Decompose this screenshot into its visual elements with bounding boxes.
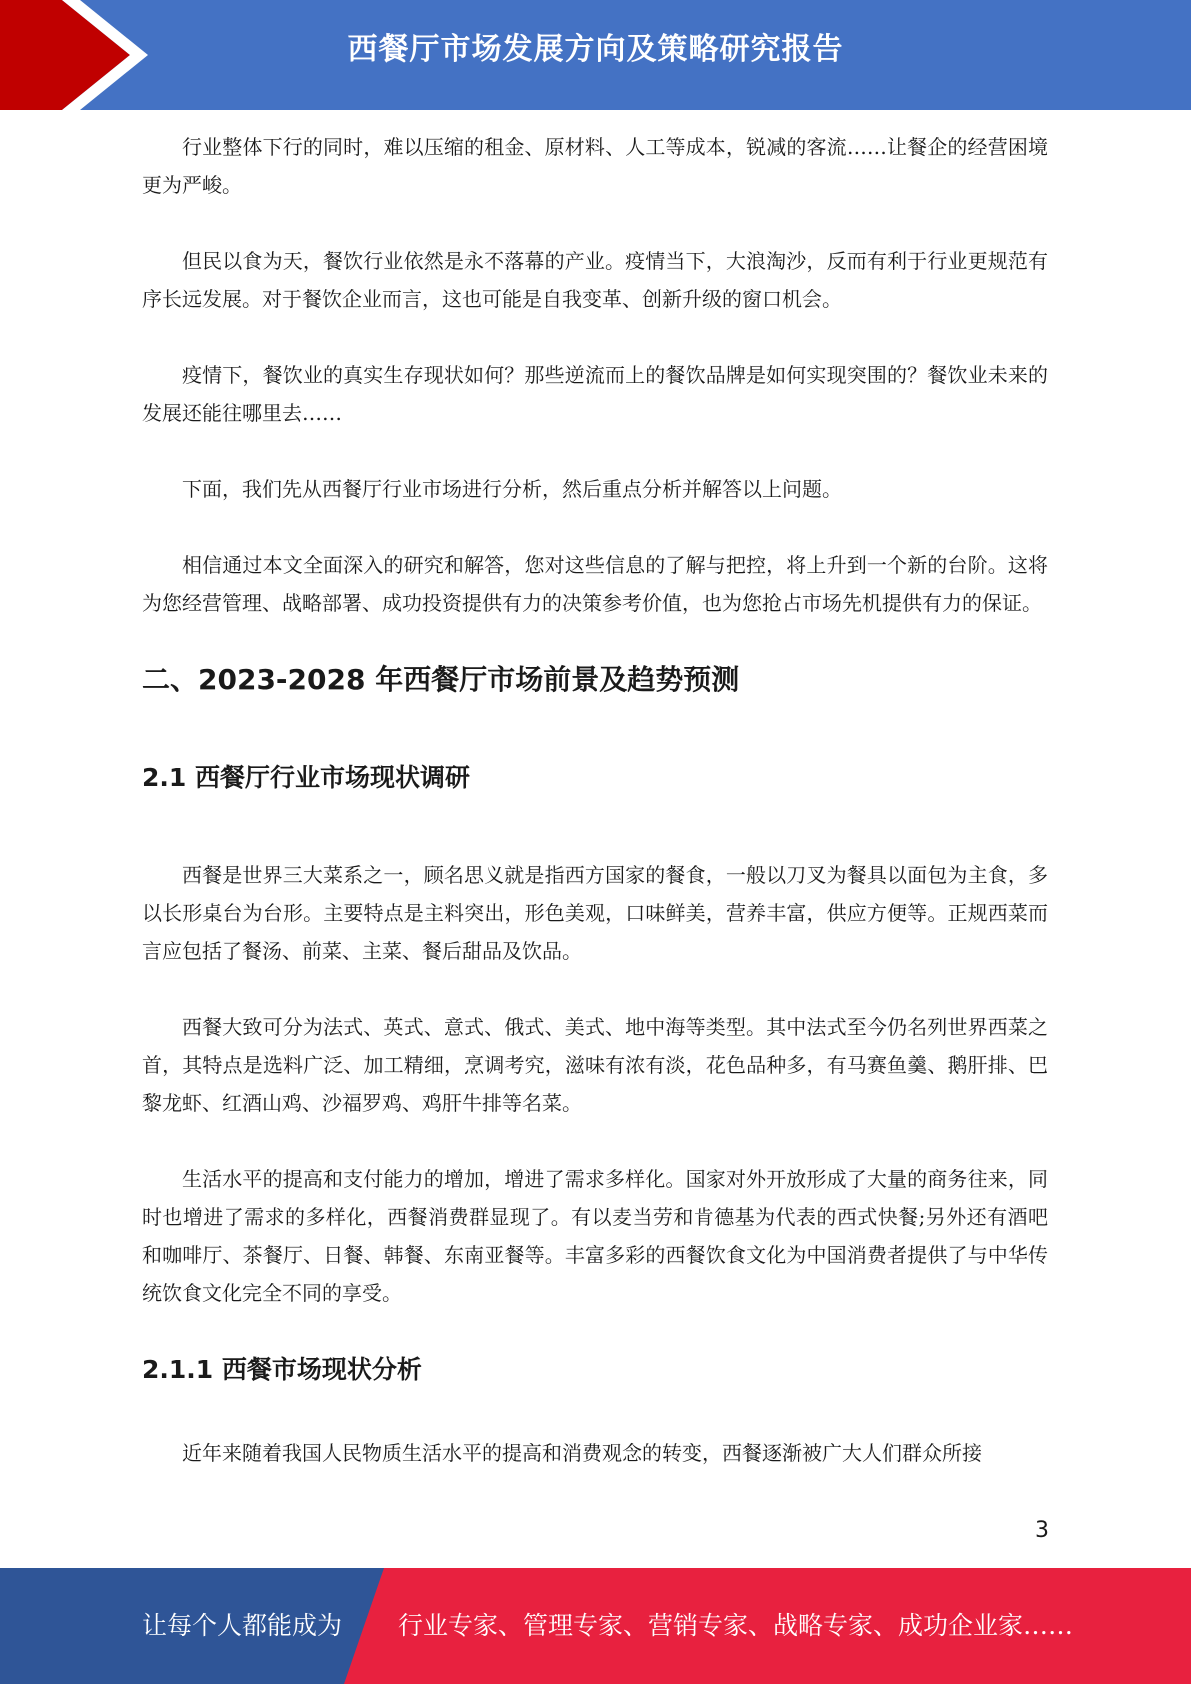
paragraph: 生活水平的提高和支付能力的增加，增进了需求多样化。国家对外开放形成了大量的商务往来，同时也增进了需求的多样化，西餐消费群显现了。有以麦当劳和肯德基为代表的西式快餐;另外还有酒吧和咖啡厅、茶餐厅、日餐、韩餐、东南亚餐等。丰富多彩的西餐饮食文化为中国消费者提供了与中华传统饮食文化完全不同的享受。 bbox=[142, 1167, 1048, 1305]
page-footer bbox=[0, 1568, 1191, 1684]
paragraph: 行业整体下行的同时，难以压缩的租金、原材料、人工等成本，锐减的客流……让餐企的经营困境更为严峻。 bbox=[142, 135, 1048, 197]
paragraph: 西餐是世界三大菜系之一，顾名思义就是指西方国家的餐食，一般以刀叉为餐具以面包为主食，多以长形桌台为台形。主要特点是主料突出，形色美观，口味鲜美，营养丰富，供应方便等。正规西菜而言应包括了餐汤、前菜、主菜、餐后甜品及饮品。 bbox=[142, 863, 1048, 963]
page-header bbox=[0, 0, 1191, 110]
paragraph: 相信通过本文全面深入的研究和解答，您对这些信息的了解与把控，将上升到一个新的台阶。这将为您经营管理、战略部署、成功投资提供有力的决策参考价值，也为您抢占市场先机提供有力的保证。 bbox=[142, 553, 1048, 615]
section-heading: 二、2023-2028 年西餐厅市场前景及趋势预测 bbox=[142, 663, 740, 696]
subsubsection-heading: 2.1.1 西餐市场现状分析 bbox=[142, 1355, 422, 1384]
paragraph: 西餐大致可分为法式、英式、意式、俄式、美式、地中海等类型。其中法式至今仍名列世界西菜之首，其特点是选料广泛、加工精细，烹调考究，滋味有浓有淡，花色品种多，有马赛鱼羹、鹅肝排、巴黎龙虾、红酒山鸡、沙福罗鸡、鸡肝牛排等名菜。 bbox=[142, 1015, 1048, 1115]
footer-slogan-left: 让每个人都能成为 bbox=[142, 1611, 343, 1640]
page-number: 3 bbox=[1035, 1518, 1049, 1543]
header-title: 西餐厅市场发展方向及策略研究报告 bbox=[347, 32, 844, 67]
paragraph: 疫情下，餐饮业的真实生存现状如何？那些逆流而上的餐饮品牌是如何实现突围的？餐饮业未来的发展还能往哪里去…… bbox=[142, 363, 1048, 425]
header-arrow-decoration bbox=[0, 0, 160, 110]
paragraph: 下面，我们先从西餐厅行业市场进行分析，然后重点分析并解答以上问题。 bbox=[182, 477, 842, 501]
footer-slogan-right: 行业专家、管理专家、营销专家、战略专家、成功企业家…… bbox=[398, 1611, 1074, 1640]
document-body bbox=[142, 128, 1048, 1510]
paragraph: 近年来随着我国人民物质生活水平的提高和消费观念的转变，西餐逐渐被广大人们群众所接 bbox=[182, 1441, 982, 1465]
subsection-heading: 2.1 西餐厅行业市场现状调研 bbox=[142, 763, 470, 792]
paragraph: 但民以食为天，餐饮行业依然是永不落幕的产业。疫情当下，大浪淘沙，反而有利于行业更规范有序长远发展。对于餐饮企业而言，这也可能是自我变革、创新升级的窗口机会。 bbox=[142, 249, 1048, 311]
